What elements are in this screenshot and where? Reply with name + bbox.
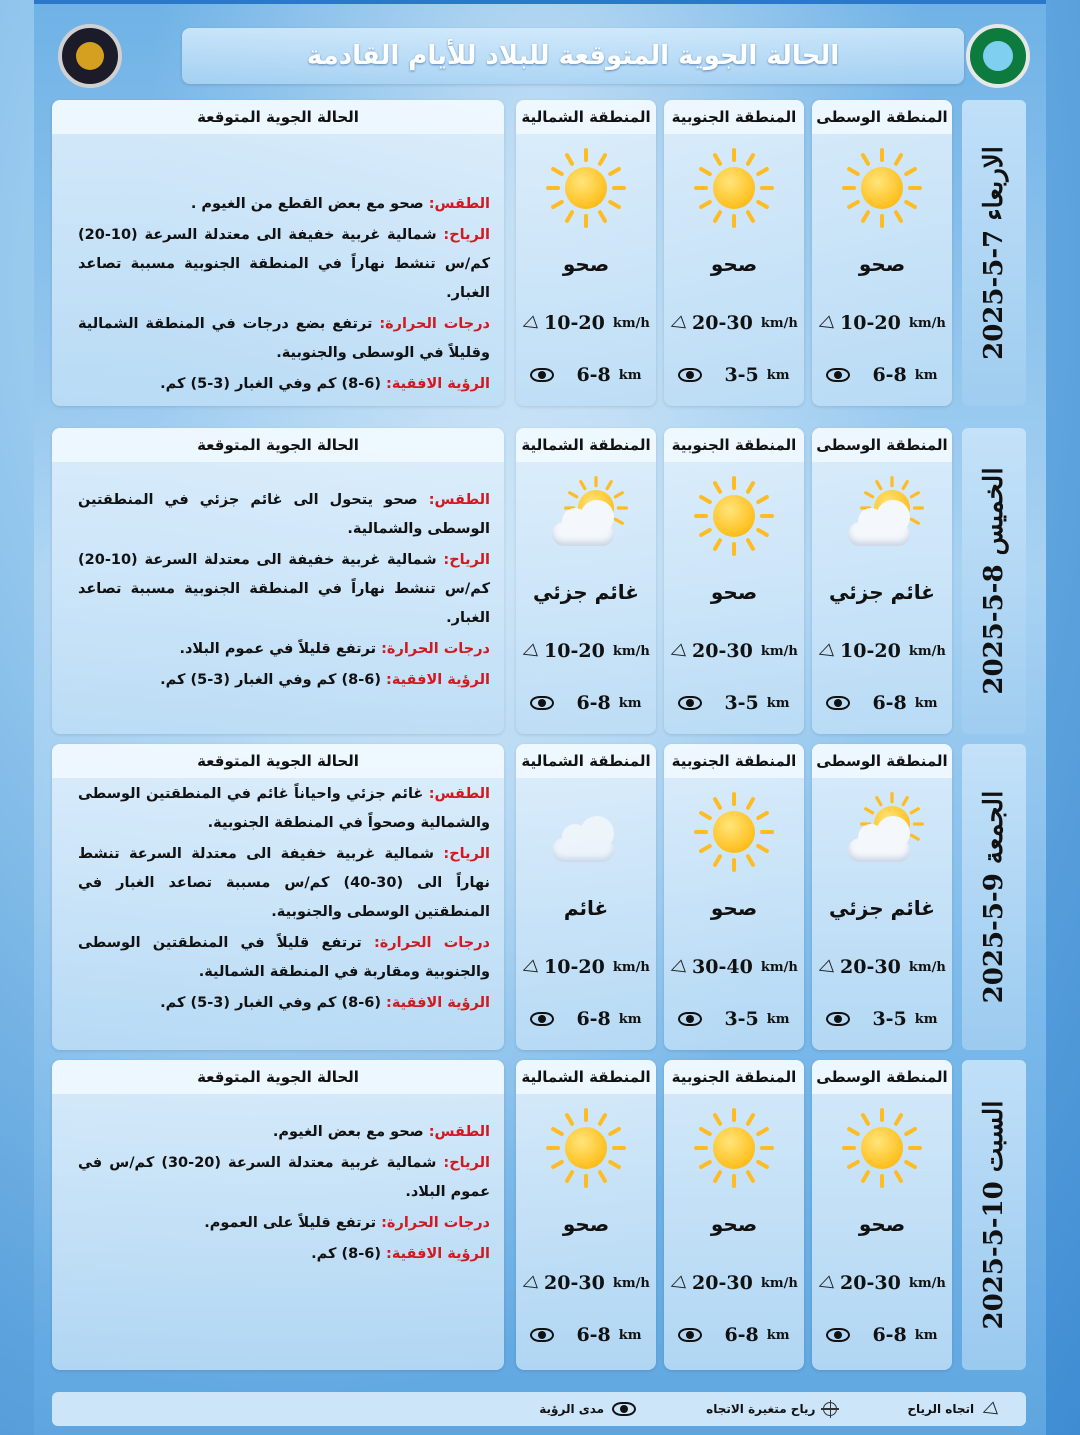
sun-icon (546, 1108, 626, 1188)
condition-label: صحو (858, 1212, 906, 1236)
wind-value: 20-30 (692, 312, 753, 334)
region-header: المنطقة الجنوبية (664, 1060, 804, 1094)
wind-arrow-icon: ◁ (667, 1270, 688, 1296)
forecast-value: شمالية غربية خفيفة الى معتدلة السرعة (10-20) كم/س تنشط نهاراً في المنطقة الجنوبية مسببة تصاعد الغبار. (78, 227, 490, 301)
forecast-value: صحو مع بعض القطع من الغيوم . (190, 196, 429, 212)
forecast-value: (6-8) كم وفي الغبار (3-5) كم. (160, 995, 387, 1011)
visibility-unit: km (766, 1327, 790, 1343)
forecast-label: الطقس: (428, 492, 490, 508)
region-header: المنطقة الوسطى (812, 428, 952, 462)
visibility-value: 6-8 (576, 364, 611, 386)
forecast-header: الحالة الجوية المتوقعة (52, 100, 504, 134)
region-header: المنطقة الوسطى (812, 1060, 952, 1094)
forecast-value: (6-8) كم وفي الغبار (3-5) كم. (160, 672, 387, 688)
visibility (516, 692, 656, 714)
visibility (812, 1324, 952, 1346)
wind-arrow-icon: ◁ (815, 638, 836, 664)
forecast-label: الطقس: (428, 196, 490, 212)
forecast-panel (52, 100, 504, 406)
visibility-value: 6-8 (872, 364, 907, 386)
forecast-value: شمالية غربية معتدلة السرعة (20-30) كم/س في عموم البلاد. (78, 1155, 490, 1200)
forecast-value: (6-8) كم وفي الغبار (3-5) كم. (160, 376, 387, 392)
forecast-text (78, 1118, 490, 1271)
forecast-value: شمالية غربية خفيفة الى معتدلة السرعة تنشط نهاراً الى (30-40) كم/س مسببة تصاعد الغبار في المنطقتين الوسطى والجنوبية. (78, 846, 490, 920)
title-bar (182, 28, 964, 84)
wind-speed (664, 640, 804, 662)
wind-arrow-icon: ◁ (815, 1270, 836, 1296)
region-panel-northern (516, 744, 656, 1050)
wind-unit: km/h (612, 315, 650, 331)
compass-icon (823, 1402, 837, 1416)
visibility-unit: km (618, 1011, 642, 1027)
visibility (664, 1324, 804, 1346)
day-date: السبت 10-5-2025 (979, 1100, 1009, 1330)
sun-icon (694, 1108, 774, 1188)
day-date: الخميس 8-5-2025 (979, 467, 1009, 695)
forecast-line (78, 989, 490, 1018)
forecast-line (78, 840, 490, 927)
visibility-value: 3-5 (872, 1008, 907, 1030)
legend-wind-direction (907, 1396, 1000, 1422)
legend-visibility (539, 1402, 636, 1416)
agency-logo (58, 24, 122, 88)
forecast-value: ترتفع قليلاً في عموم البلاد. (179, 641, 382, 657)
wind-value: 10-20 (840, 312, 901, 334)
wind-unit: km/h (760, 959, 798, 975)
visibility-value: 6-8 (872, 1324, 907, 1346)
forecast-label: الرياح: (443, 227, 490, 243)
visibility-unit: km (914, 1011, 938, 1027)
legend-variable-wind (706, 1402, 837, 1416)
visibility (516, 1324, 656, 1346)
wind-speed (812, 640, 952, 662)
region-panel-southern (664, 100, 804, 406)
wind-value: 20-30 (692, 640, 753, 662)
sun-icon (842, 1108, 922, 1188)
visibility-value: 3-5 (724, 364, 759, 386)
eye-icon (612, 1402, 636, 1416)
forecast-line (78, 310, 490, 368)
condition-label: صحو (710, 580, 758, 604)
eye-icon (530, 696, 554, 710)
wind-value: 20-30 (692, 1272, 753, 1294)
sun-icon (546, 148, 626, 228)
wind-value: 20-30 (840, 956, 901, 978)
region-header: المنطقة الجنوبية (664, 428, 804, 462)
wind-speed (516, 1272, 656, 1294)
forecast-label: الطقس: (428, 1124, 490, 1140)
eye-icon (678, 368, 702, 382)
wind-speed (516, 956, 656, 978)
condition-label: غائم جزئي (829, 896, 935, 920)
visibility-unit: km (618, 695, 642, 711)
top-border (34, 0, 1046, 4)
wind-arrow-icon: ◁ (815, 954, 836, 980)
forecast-value: ترتفع بضع درجات في المنطقة الشمالية وقليلاً في الوسطى والجنوبية. (78, 316, 490, 361)
partly-cloudy-icon (842, 792, 922, 872)
forecast-label: درجات الحرارة: (373, 935, 490, 951)
region-header: المنطقة الوسطى (812, 100, 952, 134)
cloud-icon (546, 792, 626, 872)
condition-label: صحو (562, 252, 610, 276)
wind-arrow-icon: ◁ (978, 1396, 1000, 1422)
eye-icon (826, 696, 850, 710)
visibility-value: 6-8 (724, 1324, 759, 1346)
forecast-header: الحالة الجوية المتوقعة (52, 744, 504, 778)
wind-arrow-icon: ◁ (519, 1270, 540, 1296)
wind-value: 10-20 (544, 640, 605, 662)
legend-visibility-label: مدى الرؤية (539, 1402, 605, 1416)
wind-arrow-icon: ◁ (519, 638, 540, 664)
forecast-line (78, 1209, 490, 1238)
condition-label: صحو (858, 252, 906, 276)
wind-speed (664, 312, 804, 334)
sun-icon (694, 148, 774, 228)
region-panel-central (812, 744, 952, 1050)
forecast-line (78, 1240, 490, 1269)
wind-arrow-icon: ◁ (667, 954, 688, 980)
wind-unit: km/h (908, 959, 946, 975)
visibility (664, 364, 804, 386)
eye-icon (826, 1328, 850, 1342)
region-header: المنطقة الشمالية (516, 744, 656, 778)
visibility-unit: km (766, 367, 790, 383)
visibility-value: 3-5 (724, 692, 759, 714)
wind-unit: km/h (612, 1275, 650, 1291)
sun-icon (694, 476, 774, 556)
visibility (664, 1008, 804, 1030)
wind-speed (516, 312, 656, 334)
region-panel-central (812, 428, 952, 734)
visibility-unit: km (914, 367, 938, 383)
condition-label: غائم (563, 896, 609, 920)
region-header: المنطقة الجنوبية (664, 100, 804, 134)
date-box (962, 428, 1026, 734)
visibility (664, 692, 804, 714)
forecast-line (78, 370, 490, 399)
forecast-label: الرياح: (443, 552, 490, 568)
date-box (962, 744, 1026, 1050)
legend-variable-wind-label: رياح متغيرة الاتجاه (706, 1402, 816, 1416)
eye-icon (530, 1012, 554, 1026)
wind-unit: km/h (908, 1275, 946, 1291)
forecast-label: درجات الحرارة: (381, 1215, 490, 1231)
wind-value: 10-20 (840, 640, 901, 662)
eye-icon (678, 1012, 702, 1026)
forecast-line (78, 546, 490, 633)
forecast-line (78, 780, 490, 838)
region-header: المنطقة الشمالية (516, 100, 656, 134)
visibility-value: 6-8 (576, 1008, 611, 1030)
wind-speed (516, 640, 656, 662)
forecast-line (78, 666, 490, 695)
visibility (812, 692, 952, 714)
visibility (516, 1008, 656, 1030)
forecast-value: (6-8) كم. (311, 1246, 387, 1262)
legend-wind-direction-label: اتجاه الرياح (907, 1402, 975, 1416)
region-header: المنطقة الوسطى (812, 744, 952, 778)
partly-cloudy-icon (842, 476, 922, 556)
eye-icon (678, 696, 702, 710)
condition-label: صحو (710, 1212, 758, 1236)
forecast-value: ترتفع قليلاً في المنطقتين الوسطى والجنوبية ومقاربة في المنطقة الشمالية. (78, 935, 490, 980)
condition-label: صحو (710, 252, 758, 276)
region-panel-central (812, 1060, 952, 1370)
wind-unit: km/h (612, 643, 650, 659)
region-panel-central (812, 100, 952, 406)
region-panel-northern (516, 428, 656, 734)
region-panel-southern (664, 1060, 804, 1370)
visibility-unit: km (618, 367, 642, 383)
condition-label: صحو (710, 896, 758, 920)
forecast-label: الرياح: (443, 846, 490, 862)
wind-speed (664, 956, 804, 978)
wind-arrow-icon: ◁ (519, 310, 540, 336)
forecast-line (78, 486, 490, 544)
wind-speed (812, 1272, 952, 1294)
visibility (516, 364, 656, 386)
forecast-label: درجات الحرارة: (381, 641, 490, 657)
eye-icon (678, 1328, 702, 1342)
wind-unit: km/h (760, 643, 798, 659)
forecast-value: ترتفع قليلاً على العموم. (204, 1215, 382, 1231)
forecast-label: الرياح: (443, 1155, 490, 1171)
region-header: المنطقة الشمالية (516, 1060, 656, 1094)
bulletin-frame (34, 0, 1046, 1435)
forecast-label: الرؤية الافقية: (386, 1246, 490, 1262)
page-title: الحالة الجوية المتوقعة للبلاد للأيام القادمة (306, 41, 840, 71)
partly-cloudy-icon (546, 476, 626, 556)
eye-icon (826, 368, 850, 382)
visibility (812, 364, 952, 386)
forecast-line (78, 1149, 490, 1207)
eye-icon (530, 1328, 554, 1342)
forecast-value: غائم جزئي واحياناً غائم في المنطقتين الوسطى والشمالية وصحواً في المنطقة الجنوبية. (78, 786, 490, 831)
sun-icon (694, 792, 774, 872)
region-panel-southern (664, 744, 804, 1050)
sun-icon (842, 148, 922, 228)
wind-arrow-icon: ◁ (815, 310, 836, 336)
forecast-label: الرؤية الافقية: (386, 672, 490, 688)
visibility-value: 3-5 (724, 1008, 759, 1030)
eye-icon (530, 368, 554, 382)
wind-unit: km/h (760, 1275, 798, 1291)
visibility-unit: km (618, 1327, 642, 1343)
wind-value: 10-20 (544, 312, 605, 334)
forecast-panel (52, 1060, 504, 1370)
wind-speed (812, 312, 952, 334)
wind-value: 30-40 (692, 956, 753, 978)
forecast-text (78, 486, 490, 697)
wind-arrow-icon: ◁ (667, 638, 688, 664)
legend-bar (52, 1392, 1026, 1426)
visibility-value: 6-8 (576, 1324, 611, 1346)
day-date: الجمعة 9-5-2025 (979, 790, 1009, 1004)
forecast-label: درجات الحرارة: (379, 316, 490, 332)
eye-icon (826, 1012, 850, 1026)
visibility-value: 6-8 (576, 692, 611, 714)
forecast-value: صحو يتحول الى غائم جزئي في المنطقتين الوسطى والشمالية. (78, 492, 490, 537)
wind-arrow-icon: ◁ (519, 954, 540, 980)
day-date: الاربعاء 7-5-2025 (979, 146, 1009, 360)
wind-unit: km/h (908, 643, 946, 659)
forecast-label: الرؤية الافقية: (386, 376, 490, 392)
wind-value: 10-20 (544, 956, 605, 978)
region-header: المنطقة الشمالية (516, 428, 656, 462)
date-box (962, 100, 1026, 406)
region-panel-northern (516, 1060, 656, 1370)
forecast-line (78, 929, 490, 987)
region-panel-northern (516, 100, 656, 406)
wind-unit: km/h (612, 959, 650, 975)
wind-arrow-icon: ◁ (667, 310, 688, 336)
forecast-label: الطقس: (428, 786, 490, 802)
forecast-panel (52, 428, 504, 734)
wind-value: 20-30 (840, 1272, 901, 1294)
forecast-line (78, 190, 490, 219)
forecast-text (78, 190, 490, 401)
forecast-line (78, 635, 490, 664)
forecast-value: شمالية غربية خفيفة الى معتدلة السرعة (10-20) كم/س تنشط نهاراً في المنطقة الجنوبية مسببة تصاعد الغبار. (78, 552, 490, 626)
visibility-value: 6-8 (872, 692, 907, 714)
wind-unit: km/h (908, 315, 946, 331)
condition-label: غائم جزئي (829, 580, 935, 604)
visibility-unit: km (766, 695, 790, 711)
forecast-value: صحو مع بعض الغيوم. (272, 1124, 429, 1140)
visibility-unit: km (914, 1327, 938, 1343)
forecast-line (78, 221, 490, 308)
forecast-panel (52, 744, 504, 1050)
wind-value: 20-30 (544, 1272, 605, 1294)
condition-label: غائم جزئي (533, 580, 639, 604)
visibility (812, 1008, 952, 1030)
region-panel-southern (664, 428, 804, 734)
forecast-header: الحالة الجوية المتوقعة (52, 1060, 504, 1094)
wind-speed (812, 956, 952, 978)
region-header: المنطقة الجنوبية (664, 744, 804, 778)
date-box (962, 1060, 1026, 1370)
wind-unit: km/h (760, 315, 798, 331)
forecast-text (78, 780, 490, 1020)
ministry-logo (966, 24, 1030, 88)
forecast-header: الحالة الجوية المتوقعة (52, 428, 504, 462)
condition-label: صحو (562, 1212, 610, 1236)
visibility-unit: km (766, 1011, 790, 1027)
forecast-label: الرؤية الافقية: (386, 995, 490, 1011)
forecast-line (78, 1118, 490, 1147)
wind-speed (664, 1272, 804, 1294)
visibility-unit: km (914, 695, 938, 711)
